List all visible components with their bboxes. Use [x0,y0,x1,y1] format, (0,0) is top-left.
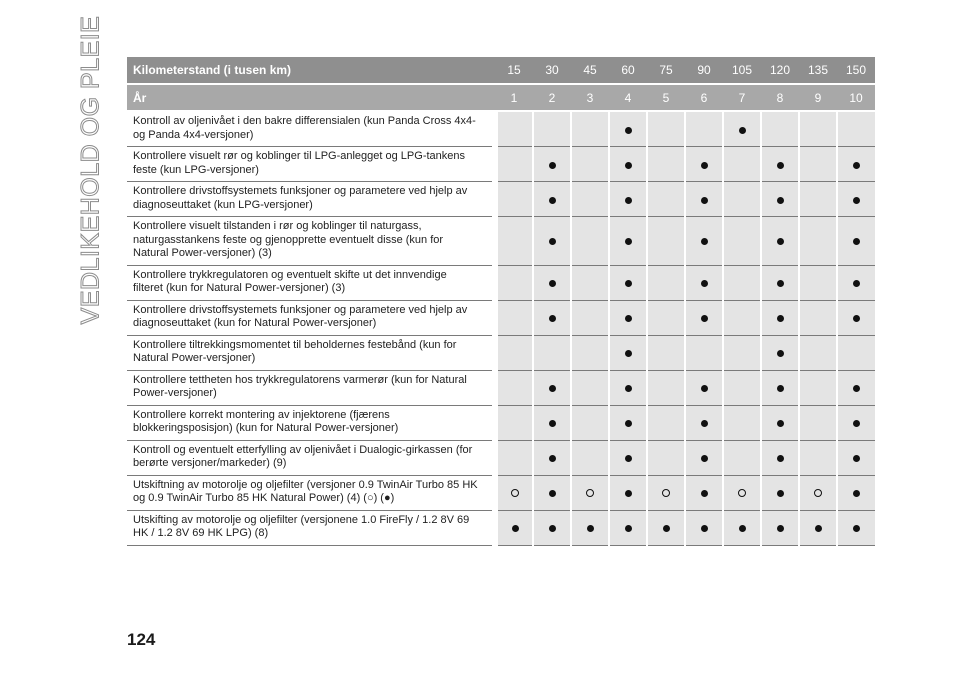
filled-dot-icon [549,238,556,245]
year-header-value: 2 [533,84,571,111]
interval-cell [571,510,609,545]
interval-cell [761,405,799,440]
interval-cell [799,265,837,300]
maintenance-rows [127,111,875,545]
operation-description: Kontrollere visuelt tilstanden i rør og koblinger til naturgass, naturgasstankens feste og gjenopprette eventuelt disse (kun for Natural Power-versjoner) (3) [127,217,495,266]
interval-cell [495,440,533,475]
filled-dot-icon [549,420,556,427]
interval-cell [647,405,685,440]
interval-cell [685,475,723,510]
interval-cell [647,265,685,300]
interval-cell [533,335,571,370]
interval-cell [685,182,723,217]
interval-cell [837,217,875,266]
interval-cell [723,335,761,370]
table-row [127,265,875,300]
interval-cell [761,265,799,300]
interval-cell [723,475,761,510]
filled-dot-icon [663,525,670,532]
maintenance-schedule-table [127,57,875,546]
interval-cell [761,217,799,266]
filled-dot-icon [549,280,556,287]
interval-cell [647,370,685,405]
km-header-value: 15 [495,57,533,84]
interval-cell [609,510,647,545]
year-header-value: 3 [571,84,609,111]
interval-cell [799,440,837,475]
interval-cell [761,111,799,147]
filled-dot-icon [701,238,708,245]
filled-dot-icon [777,420,784,427]
interval-cell [609,265,647,300]
interval-cell [761,370,799,405]
interval-cell [571,405,609,440]
interval-cell [685,370,723,405]
interval-cell [761,475,799,510]
interval-cell [647,510,685,545]
interval-cell [685,405,723,440]
filled-dot-icon [777,162,784,169]
table-row [127,510,875,545]
interval-cell [647,111,685,147]
operation-description: Kontrollere drivstoffsystemets funksjoner og parametere ved hjelp av diagnoseuttaket (kun LPG-versjoner) [127,182,495,217]
filled-dot-icon [625,420,632,427]
page-number: 124 [127,630,156,649]
interval-cell [609,217,647,266]
interval-cell [799,335,837,370]
year-header-value: 6 [685,84,723,111]
table-row [127,440,875,475]
filled-dot-icon [625,385,632,392]
filled-dot-icon [587,525,594,532]
table-row [127,405,875,440]
filled-dot-icon [549,490,556,497]
table-row [127,147,875,182]
interval-cell [799,370,837,405]
table-row [127,182,875,217]
interval-cell [495,405,533,440]
year-header-value: 4 [609,84,647,111]
filled-dot-icon [549,385,556,392]
filled-dot-icon [777,350,784,357]
interval-cell [571,111,609,147]
interval-cell [571,370,609,405]
interval-cell [723,265,761,300]
interval-cell [495,182,533,217]
interval-cell [533,440,571,475]
interval-cell [609,182,647,217]
interval-cell [495,265,533,300]
km-header-value: 120 [761,57,799,84]
interval-cell [799,147,837,182]
interval-cell [495,475,533,510]
interval-cell [837,300,875,335]
open-circle-icon [662,489,670,497]
interval-cell [837,147,875,182]
interval-cell [647,182,685,217]
year-header-value: 10 [837,84,875,111]
interval-cell [647,335,685,370]
filled-dot-icon [777,385,784,392]
interval-cell [837,335,875,370]
interval-cell [609,300,647,335]
interval-cell [799,405,837,440]
filled-dot-icon [701,525,708,532]
interval-cell [685,300,723,335]
table-row [127,217,875,266]
filled-dot-icon [777,280,784,287]
operation-description: Kontrollere drivstoffsystemets funksjoner og parametere ved hjelp av diagnoseuttaket (kun for Natural Power-versjoner) [127,300,495,335]
interval-cell [647,217,685,266]
open-circle-icon [814,489,822,497]
filled-dot-icon [777,490,784,497]
interval-cell [609,111,647,147]
interval-cell [761,440,799,475]
operation-description: Utskifting av motorolje og oljefilter (versjonene 1.0 FireFly / 1.2 8V 69 HK / 1.2 8V 69 HK LPG) (8) [127,510,495,545]
interval-cell [647,440,685,475]
interval-cell [685,440,723,475]
interval-cell [723,300,761,335]
interval-cell [761,510,799,545]
year-header-value: 9 [799,84,837,111]
interval-cell [571,147,609,182]
operation-description: Kontroll av oljenivået i den bakre differensialen (kun Panda Cross 4x4- og Panda 4x4-versjoner) [127,111,495,147]
interval-cell [723,182,761,217]
filled-dot-icon [853,385,860,392]
interval-cell [571,475,609,510]
interval-cell [723,111,761,147]
table-row [127,300,875,335]
filled-dot-icon [853,490,860,497]
km-header-label: Kilometerstand (i tusen km) [127,57,495,84]
filled-dot-icon [853,197,860,204]
filled-dot-icon [701,280,708,287]
interval-cell [495,111,533,147]
year-header-value: 5 [647,84,685,111]
interval-cell [609,370,647,405]
interval-cell [495,370,533,405]
interval-cell [685,217,723,266]
interval-cell [533,475,571,510]
interval-cell [837,182,875,217]
operation-description: Kontrollere tiltrekkingsmomentet til beholdernes festebånd (kun for Natural Power-versjoner) [127,335,495,370]
section-side-title [66,15,116,325]
interval-cell [495,300,533,335]
section-side-title-text: VEDLIKEHOLD OG PLEIE [76,15,105,325]
table-row [127,335,875,370]
filled-dot-icon [625,490,632,497]
km-header-value: 75 [647,57,685,84]
interval-cell [723,217,761,266]
interval-cell [723,510,761,545]
interval-cell [533,147,571,182]
interval-cell [761,335,799,370]
filled-dot-icon [549,162,556,169]
operation-description: Kontrollere visuelt rør og koblinger til LPG-anlegget og LPG-tankens feste (kun LPG-versjoner) [127,147,495,182]
filled-dot-icon [815,525,822,532]
interval-cell [685,147,723,182]
interval-cell [647,147,685,182]
filled-dot-icon [739,525,746,532]
filled-dot-icon [549,315,556,322]
interval-cell [609,475,647,510]
filled-dot-icon [853,525,860,532]
interval-cell [761,147,799,182]
interval-cell [799,111,837,147]
year-header-value: 8 [761,84,799,111]
filled-dot-icon [853,238,860,245]
interval-cell [571,182,609,217]
interval-cell [685,111,723,147]
filled-dot-icon [625,238,632,245]
interval-cell [685,510,723,545]
interval-cell [685,335,723,370]
interval-cell [533,265,571,300]
interval-cell [723,370,761,405]
filled-dot-icon [701,315,708,322]
interval-cell [837,510,875,545]
filled-dot-icon [777,238,784,245]
year-header-value: 7 [723,84,761,111]
filled-dot-icon [853,280,860,287]
filled-dot-icon [625,127,632,134]
filled-dot-icon [625,525,632,532]
interval-cell [571,440,609,475]
interval-cell [723,147,761,182]
interval-cell [799,217,837,266]
filled-dot-icon [777,197,784,204]
interval-cell [723,440,761,475]
interval-cell [533,405,571,440]
interval-cell [685,265,723,300]
filled-dot-icon [701,420,708,427]
interval-cell [799,300,837,335]
filled-dot-icon [777,525,784,532]
km-header-row [127,57,875,84]
interval-cell [761,300,799,335]
interval-cell [571,217,609,266]
interval-cell [571,335,609,370]
km-header-value: 45 [571,57,609,84]
filled-dot-icon [853,455,860,462]
filled-dot-icon [625,280,632,287]
table-row [127,370,875,405]
interval-cell [761,182,799,217]
filled-dot-icon [701,490,708,497]
interval-cell [571,265,609,300]
open-circle-icon [738,489,746,497]
filled-dot-icon [549,455,556,462]
interval-cell [495,510,533,545]
filled-dot-icon [549,525,556,532]
filled-dot-icon [625,315,632,322]
table-row [127,111,875,147]
interval-cell [533,217,571,266]
year-header-value: 1 [495,84,533,111]
operation-description: Kontrollere trykkregulatoren og eventuelt skifte ut det innvendige filteret (kun for Natural Power-versjoner) (3) [127,265,495,300]
filled-dot-icon [625,350,632,357]
year-header-label: År [127,84,495,111]
interval-cell [609,440,647,475]
operation-description: Utskiftning av motorolje og oljefilter (versjoner 0.9 TwinAir Turbo 85 HK og 0.9 TwinAir Turbo 85 HK Natural Power) (4) (○) (●) [127,475,495,510]
open-circle-icon [511,489,519,497]
interval-cell [799,475,837,510]
interval-cell [837,475,875,510]
filled-dot-icon [853,315,860,322]
interval-cell [609,147,647,182]
filled-dot-icon [853,420,860,427]
open-circle-icon [586,489,594,497]
filled-dot-icon [777,455,784,462]
interval-cell [837,405,875,440]
interval-cell [609,405,647,440]
interval-cell [647,475,685,510]
interval-cell [799,182,837,217]
table-row [127,475,875,510]
interval-cell [647,300,685,335]
interval-cell [533,300,571,335]
interval-cell [609,335,647,370]
operation-description: Kontroll og eventuelt etterfylling av oljenivået i Dualogic-girkassen (for berørte versjoner/markeder) (9) [127,440,495,475]
interval-cell [723,405,761,440]
filled-dot-icon [701,385,708,392]
km-header-value: 90 [685,57,723,84]
interval-cell [837,111,875,147]
km-header-value: 150 [837,57,875,84]
year-header-row [127,84,875,111]
km-header-value: 60 [609,57,647,84]
filled-dot-icon [512,525,519,532]
km-header-value: 105 [723,57,761,84]
filled-dot-icon [549,197,556,204]
filled-dot-icon [853,162,860,169]
filled-dot-icon [625,455,632,462]
interval-cell [533,111,571,147]
interval-cell [495,217,533,266]
filled-dot-icon [701,455,708,462]
km-header-value: 30 [533,57,571,84]
filled-dot-icon [625,162,632,169]
interval-cell [837,370,875,405]
interval-cell [533,510,571,545]
filled-dot-icon [701,162,708,169]
interval-cell [533,182,571,217]
interval-cell [837,440,875,475]
interval-cell [799,510,837,545]
km-header-value: 135 [799,57,837,84]
operation-description: Kontrollere korrekt montering av injektorene (fjærens blokkeringsposisjon) (kun for Natural Power-versjoner) [127,405,495,440]
interval-cell [571,300,609,335]
interval-cell [495,335,533,370]
interval-cell [533,370,571,405]
filled-dot-icon [625,197,632,204]
filled-dot-icon [739,127,746,134]
filled-dot-icon [777,315,784,322]
interval-cell [495,147,533,182]
operation-description: Kontrollere tettheten hos trykkregulatorens varmerør (kun for Natural Power-versjoner) [127,370,495,405]
filled-dot-icon [701,197,708,204]
interval-cell [837,265,875,300]
